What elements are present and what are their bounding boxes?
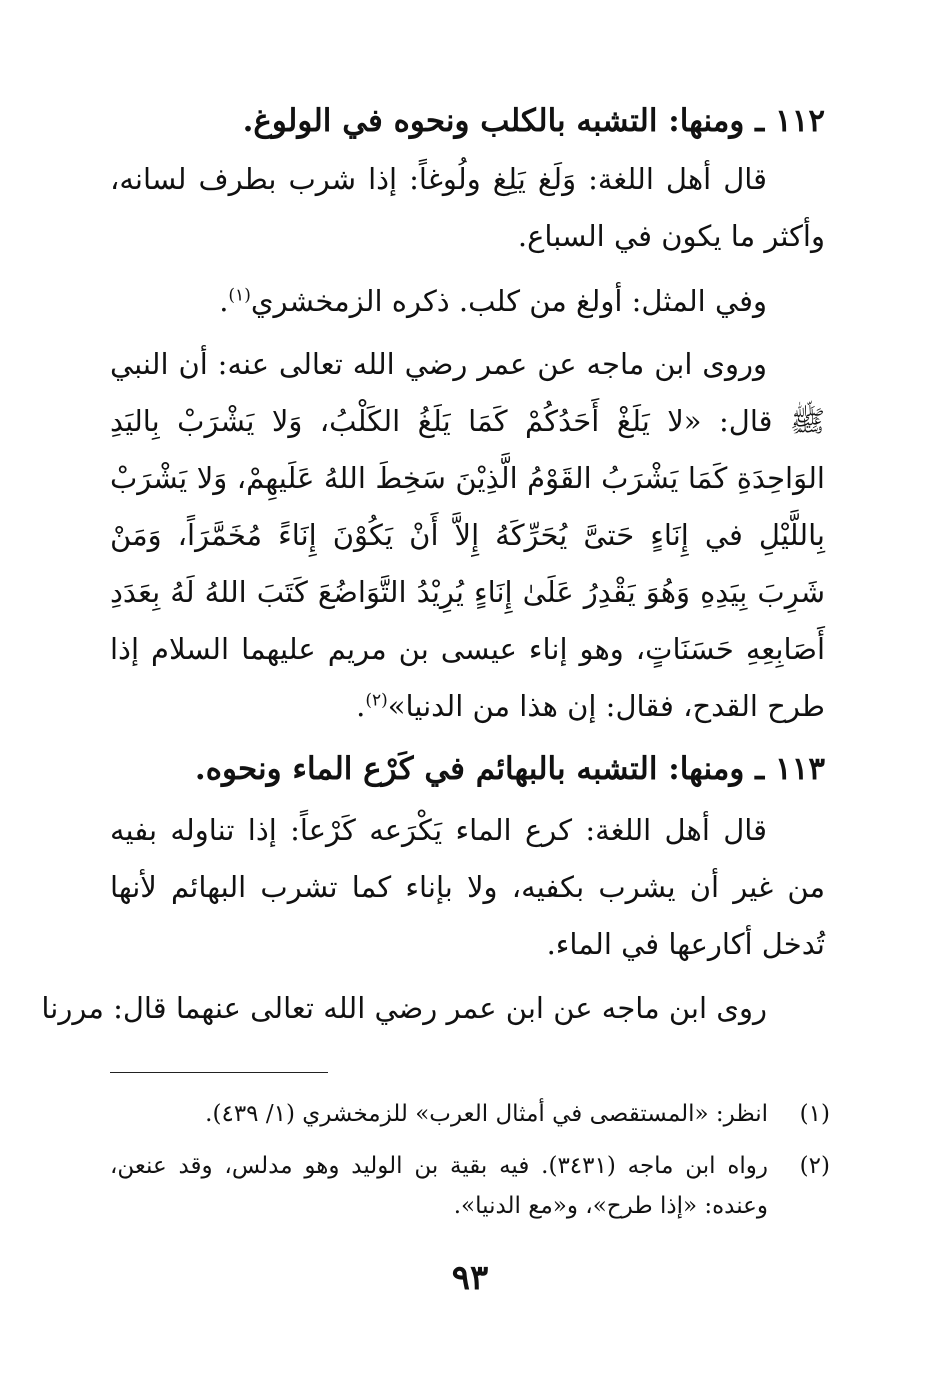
footnote-number: (٢) [799,1153,830,1179]
section-113-paragraph-1: قال أهل اللغة: كرع الماء يَكْرَعه كَرْعاً: إذا تناوله بفيه من غير أن يشرب بكفيه، ولا بإناء كما تشرب البهائم لأنها تُدخل أكارعها في الماء. [110,813,825,961]
section-112-heading: ١١٢ ـ ومنها: التشبه بالكلب ونحوه في الولوغ. [242,103,825,139]
section-113-heading: ١١٣ ـ ومنها: التشبه بالبهائم في كَرْع الماء ونحوه. [194,751,825,787]
page-number: ٩٣ [451,1258,489,1298]
section-112-paragraph-2 [110,281,825,321]
section-113-paragraph-2: روى ابن ماجه عن ابن عمر رضي الله تعالى عنهما قال: مررنا [41,991,767,1025]
section-112-paragraph-3 [110,336,825,735]
footnote-2 [110,1146,830,1226]
footnote-number: (١) [799,1101,830,1127]
footnote-1 [110,1094,830,1134]
section-112-paragraph-1: قال أهل اللغة: وَلَغ يَلِغ ولُوغاً: إذا شرب بطرف لسانه، وأكثر ما يكون في السباع. [110,162,825,253]
footnote-divider [110,1072,328,1073]
proverb-end: . [219,284,229,318]
footnote-ref-1[interactable]: (١) [228,285,251,306]
footnote-ref-2[interactable]: (٢) [365,690,388,711]
footnote-text: انظر: «المستقصى في أمثال العرب» للزمخشري (١/ ٤٣٩). [205,1101,768,1127]
hadith-text: وروى ابن ماجه عن عمر رضي الله تعالى عنه: أن النبي ﷺ قال: «لا يَلَغْ أَحَدُكُمْ كَمَا يَلَغُ الكَلْبُ، وَلا يَشْرَبْ بِاليَدِ الوَاحِدَةِ كَمَا يَشْرَبُ القَوْمُ الَّذِيْنَ سَخِطَ اللهُ عَلَيهِمْ، وَلا يَشْرَبْ بِاللَّيْلِ في إِنَاءٍ حَتىَّ يُحَرِّكَهُ إِلاَّ أَنْ يَكُوْنَ إِنَاءً مُخَمَّرَاً، وَمَنْ شَرِبَ بِيَدِهِ وَهُوَ يَقْدِرُ عَلَىٰ إِنَاءٍ يُرِيْدُ التَّوَاضُعَ كَتَبَ اللهُ لَهُ بِعَدَدِ أَصَابِعِهِ حَسَنَاتٍ، وهو إناء عيسى بن مريم عليهما السلام إذا طرح القدح، فقال: إن هذا من الدنيا» [110,347,825,723]
hadith-end: . [356,689,366,723]
proverb-text: وفي المثل: أولغ من كلب. ذكره الزمخشري [250,284,767,318]
footnote-text: رواه ابن ماجه (٣٤٣١). فيه بقية بن الوليد وهو مدلس، وقد عنعن، وعنده: «إذا طرح»، و«مع الدنيا». [110,1153,768,1219]
